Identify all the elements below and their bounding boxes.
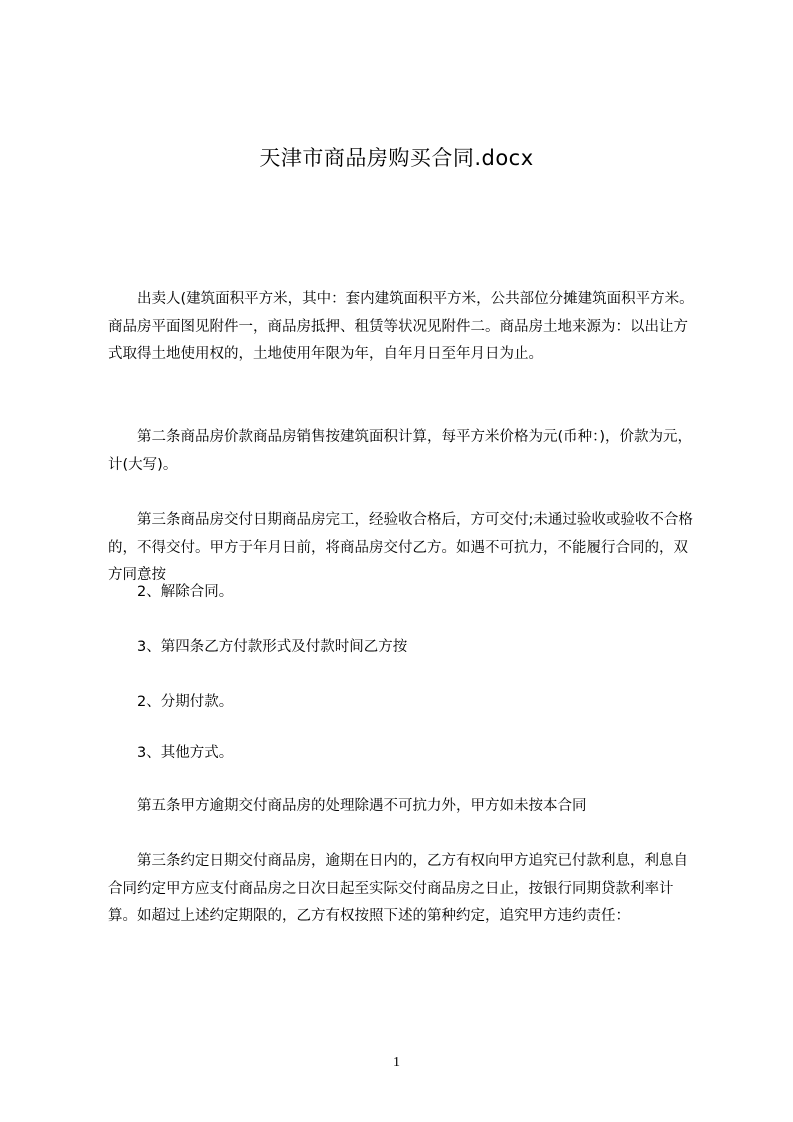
paragraph-article-5: 第五条甲方逾期交付商品房的处理除遇不可抗力外，甲方如未按本合同 bbox=[137, 798, 587, 814]
document-title: 天津市商品房购买合同.docx bbox=[259, 146, 534, 170]
list-item-other-methods: 3、其他方式。 bbox=[137, 745, 234, 761]
page-number: 1 bbox=[393, 1055, 400, 1070]
list-item-terminate-contract: 2、解除合同。 bbox=[137, 584, 234, 600]
paragraph-late-delivery: 第三条约定日期交付商品房，逾期在日内的，乙方有权向甲方追究已付款利息，利息自合同约定甲方应支付商品房之日次日起至实际交付商品房之日止，按银行同期贷款利率计算。如超过上述约定期限的，乙方有权按照下述的第种约定，追究甲方违约责任： bbox=[108, 853, 688, 924]
list-item-installment: 2、分期付款。 bbox=[137, 694, 234, 710]
paragraph-seller-area: 出卖人(建筑面积平方米，其中：套内建筑面积平方米，公共部位分摊建筑面积平方米。商品房平面图见附件一，商品房抵押、租赁等状况见附件二。商品房土地来源为：以出让方式取得土地使用权的，土地使用年限为年，自年月日至年月日为止。 bbox=[108, 291, 694, 362]
paragraph-article-2-price: 第二条商品房价款商品房销售按建筑面积计算，每平方米价格为元(币种：)，价款为元，计(大写)。 bbox=[108, 429, 693, 473]
list-item-article-4-payment: 3、第四条乙方付款形式及付款时间乙方按 bbox=[137, 639, 408, 655]
paragraph-article-3-delivery: 第三条商品房交付日期商品房完工，经验收合格后，方可交付;未通过验收或验收不合格的，不得交付。甲方于年月日前，将商品房交付乙方。如遇不可抗力，不能履行合同的，双方同意按 bbox=[108, 512, 693, 583]
